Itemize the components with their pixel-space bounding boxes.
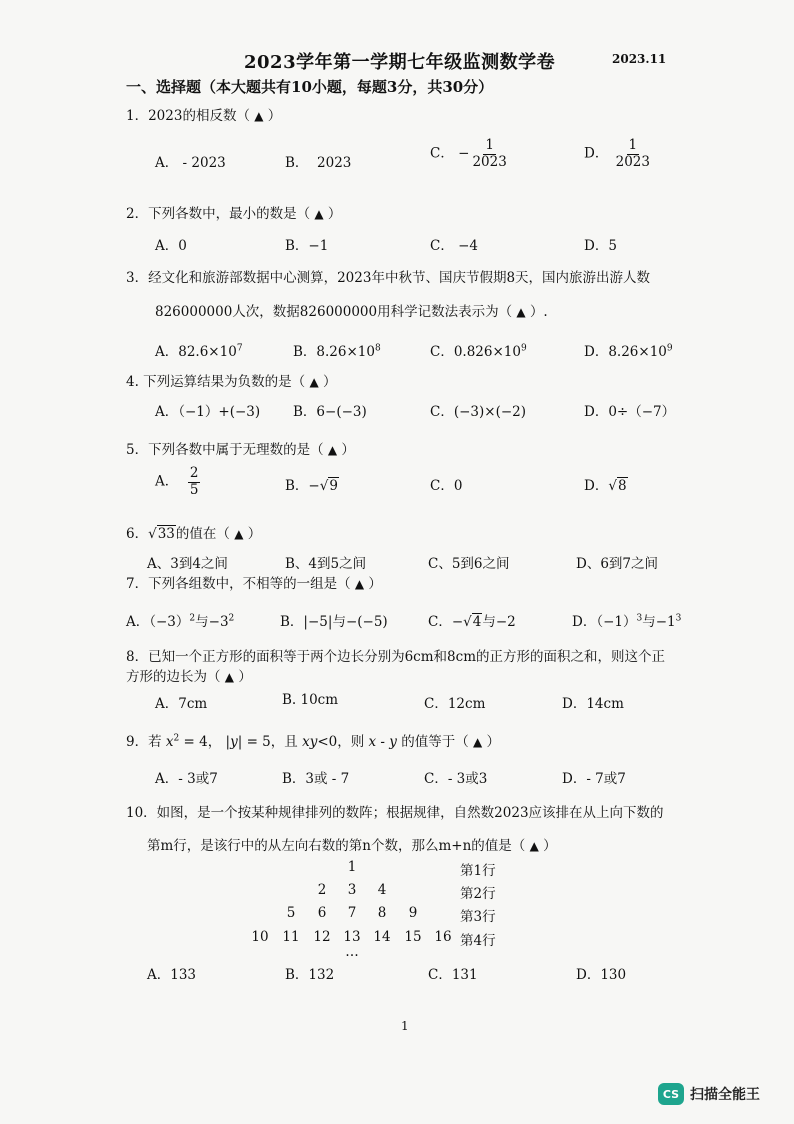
pyramid-cell: 4 xyxy=(377,882,387,898)
question-4-option-c: C．(−3)×(−2) xyxy=(430,404,527,420)
question-4-stem: 4. 下列运算结果为负数的是（ ▲ ） xyxy=(126,374,337,390)
answer-marker-icon: ▲ xyxy=(234,527,244,541)
pyramid-cell: 3 xyxy=(347,882,357,898)
pyramid-cell: 1 xyxy=(347,859,357,875)
question-9-option-d: D．- 7或7 xyxy=(562,771,626,787)
pyramid-cell: 13 xyxy=(343,929,361,945)
scanner-badge xyxy=(658,1083,760,1105)
pyramid-cell: 9 xyxy=(408,905,418,921)
question-3-line2: 826000000人次，数据826000000用科学记数法表示为（ ▲ ）. xyxy=(155,304,548,320)
pyramid-cell: 8 xyxy=(377,905,387,921)
question-8-option-d: D．14cm xyxy=(562,696,624,712)
pyramid-ellipsis: … xyxy=(345,944,359,960)
question-3-option-a: A．$82.6\times 10^7$ xyxy=(155,343,243,360)
answer-marker-icon: ▲ xyxy=(254,109,264,123)
question-6-stem: 6．√33的值在（ ▲ ） xyxy=(126,526,262,542)
question-8-option-a: A．7cm xyxy=(155,696,208,712)
question-8-option-c: C．12cm xyxy=(424,696,486,712)
question-2-option-c: C． −4 xyxy=(430,238,479,254)
question-7-stem: 7．下列各组数中，不相等的一组是（ ▲ ） xyxy=(126,576,382,592)
question-6-option-c: C、5到6之间 xyxy=(428,556,510,572)
answer-marker-icon: ▲ xyxy=(516,305,526,319)
question-5-option-c: C．0 xyxy=(430,478,463,494)
row-label: 第1行 xyxy=(460,863,496,879)
question-2-option-d: D．5 xyxy=(584,238,617,254)
question-10-option-b: B．132 xyxy=(285,967,335,983)
question-6-option-d: D、6到7之间 xyxy=(576,556,659,572)
question-7-option-b: B．|−5|与−(−5) xyxy=(280,614,388,630)
question-7-option-c: C．−√4与−2 xyxy=(428,614,516,630)
question-6-option-b: B、4到5之间 xyxy=(285,556,367,572)
question-3-line1: 3．经文化和旅游部数据中心测算，2023年中秋节、国庆节假期8天，国内旅游出游人数 xyxy=(126,270,651,286)
pyramid-cell: 2 xyxy=(317,882,327,898)
question-5-option-d: D．√8 xyxy=(584,478,627,494)
answer-marker-icon: ▲ xyxy=(473,735,483,749)
question-1-option-b: B． 2023 xyxy=(285,155,352,171)
question-3-option-b: B．$8.26\times 10^8$ xyxy=(293,343,381,360)
question-2-stem: 2．下列各数中，最小的数是（ ▲ ） xyxy=(126,206,342,222)
question-8-line1: 8．已知一个正方形的面积等于两个边长分别为6cm和8cm的正方形的面积之和，则这个正 xyxy=(126,649,665,665)
question-1-option-d: D． $\frac{1}{2023}$ xyxy=(584,137,650,170)
pyramid-cell: 12 xyxy=(313,929,331,945)
question-3-option-d: D．$8.26\times 10^9$ xyxy=(584,343,673,360)
question-7-option-d: D．$(-1)^3$与$-1^3$ xyxy=(572,613,682,630)
question-2-option-b: B．−1 xyxy=(285,238,329,254)
question-4-option-a: A．（−1）+(−3) xyxy=(155,404,261,420)
question-5-stem: 5．下列各数中属于无理数的是（ ▲ ） xyxy=(126,442,355,458)
exam-date: 2023.11 xyxy=(612,52,667,66)
pyramid-cell: 7 xyxy=(347,905,357,921)
answer-marker-icon: ▲ xyxy=(354,577,365,591)
question-8-line2: 方形的边长为（ ▲ ） xyxy=(126,669,252,685)
page-title: 2023学年第一学期七年级监测数学卷 xyxy=(244,52,556,73)
answer-marker-icon: ▲ xyxy=(314,207,324,221)
row-label: 第3行 xyxy=(460,909,496,925)
answer-marker-icon: ▲ xyxy=(529,839,539,853)
question-5-option-a: A． $\frac{2}{5}$ xyxy=(155,465,199,498)
question-1-option-c: C． − $\frac{1}{2023}$ xyxy=(430,137,507,170)
answer-marker-icon: ▲ xyxy=(309,375,319,389)
pyramid-cell: 6 xyxy=(317,905,327,921)
question-9-option-b: B．3或 - 7 xyxy=(282,771,350,787)
pyramid-cell: 16 xyxy=(434,929,452,945)
pyramid-cell: 11 xyxy=(282,929,300,945)
answer-marker-icon: ▲ xyxy=(327,443,338,457)
question-9-option-a: A．- 3或7 xyxy=(155,771,218,787)
question-1-stem: 1．2023的相反数（ ▲ ） xyxy=(126,108,282,124)
section-heading: 一、选择题（本大题共有10小题，每题3分，共30分） xyxy=(126,78,494,96)
question-10-line2: 第m行，是该行中的从左向右数的第n个数，那么m+n的值是（ ▲ ） xyxy=(147,838,557,854)
scanner-app-name: 扫描全能王 xyxy=(690,1087,760,1103)
camscanner-logo-icon: CS xyxy=(658,1083,684,1105)
question-9-option-c: C．- 3或3 xyxy=(424,771,488,787)
question-2-option-a: A．0 xyxy=(155,238,187,254)
question-4-option-d: D．0÷（−7） xyxy=(584,404,676,420)
pyramid-cell: 5 xyxy=(286,905,296,921)
question-7-option-a: A．$(-3)^2$与$-3^2$ xyxy=(126,613,235,630)
pyramid-cell: 10 xyxy=(251,929,269,945)
question-10-line1: 10．如图，是一个按某种规律排列的数阵；根据规律，自然数2023应该排在从上向下数的 xyxy=(126,805,664,821)
question-10-option-d: D．130 xyxy=(576,967,627,983)
pyramid-cell: 15 xyxy=(404,929,422,945)
question-8-option-b: B. 10cm xyxy=(282,692,339,708)
pyramid-cell: 14 xyxy=(373,929,391,945)
question-9-stem: 9．若 $x^2 = 4$， |y| = 5，且 xy<0，则 x - y 的值等于（ ▲ ） xyxy=(126,733,501,750)
page-number: 1 xyxy=(401,1019,409,1033)
row-label: 第2行 xyxy=(460,886,496,902)
question-10-option-c: C．131 xyxy=(428,967,478,983)
question-4-option-b: B．6−(−3) xyxy=(293,404,367,420)
question-6-option-a: A、3到4之间 xyxy=(147,556,228,572)
question-5-option-b: B．−√9 xyxy=(285,478,338,494)
question-10-option-a: A．133 xyxy=(147,967,197,983)
question-3-option-c: C．$0.826\times 10^9$ xyxy=(430,343,527,360)
row-label: 第4行 xyxy=(460,933,496,949)
question-1-option-a: A． - 2023 xyxy=(155,155,226,171)
answer-marker-icon: ▲ xyxy=(224,670,235,684)
